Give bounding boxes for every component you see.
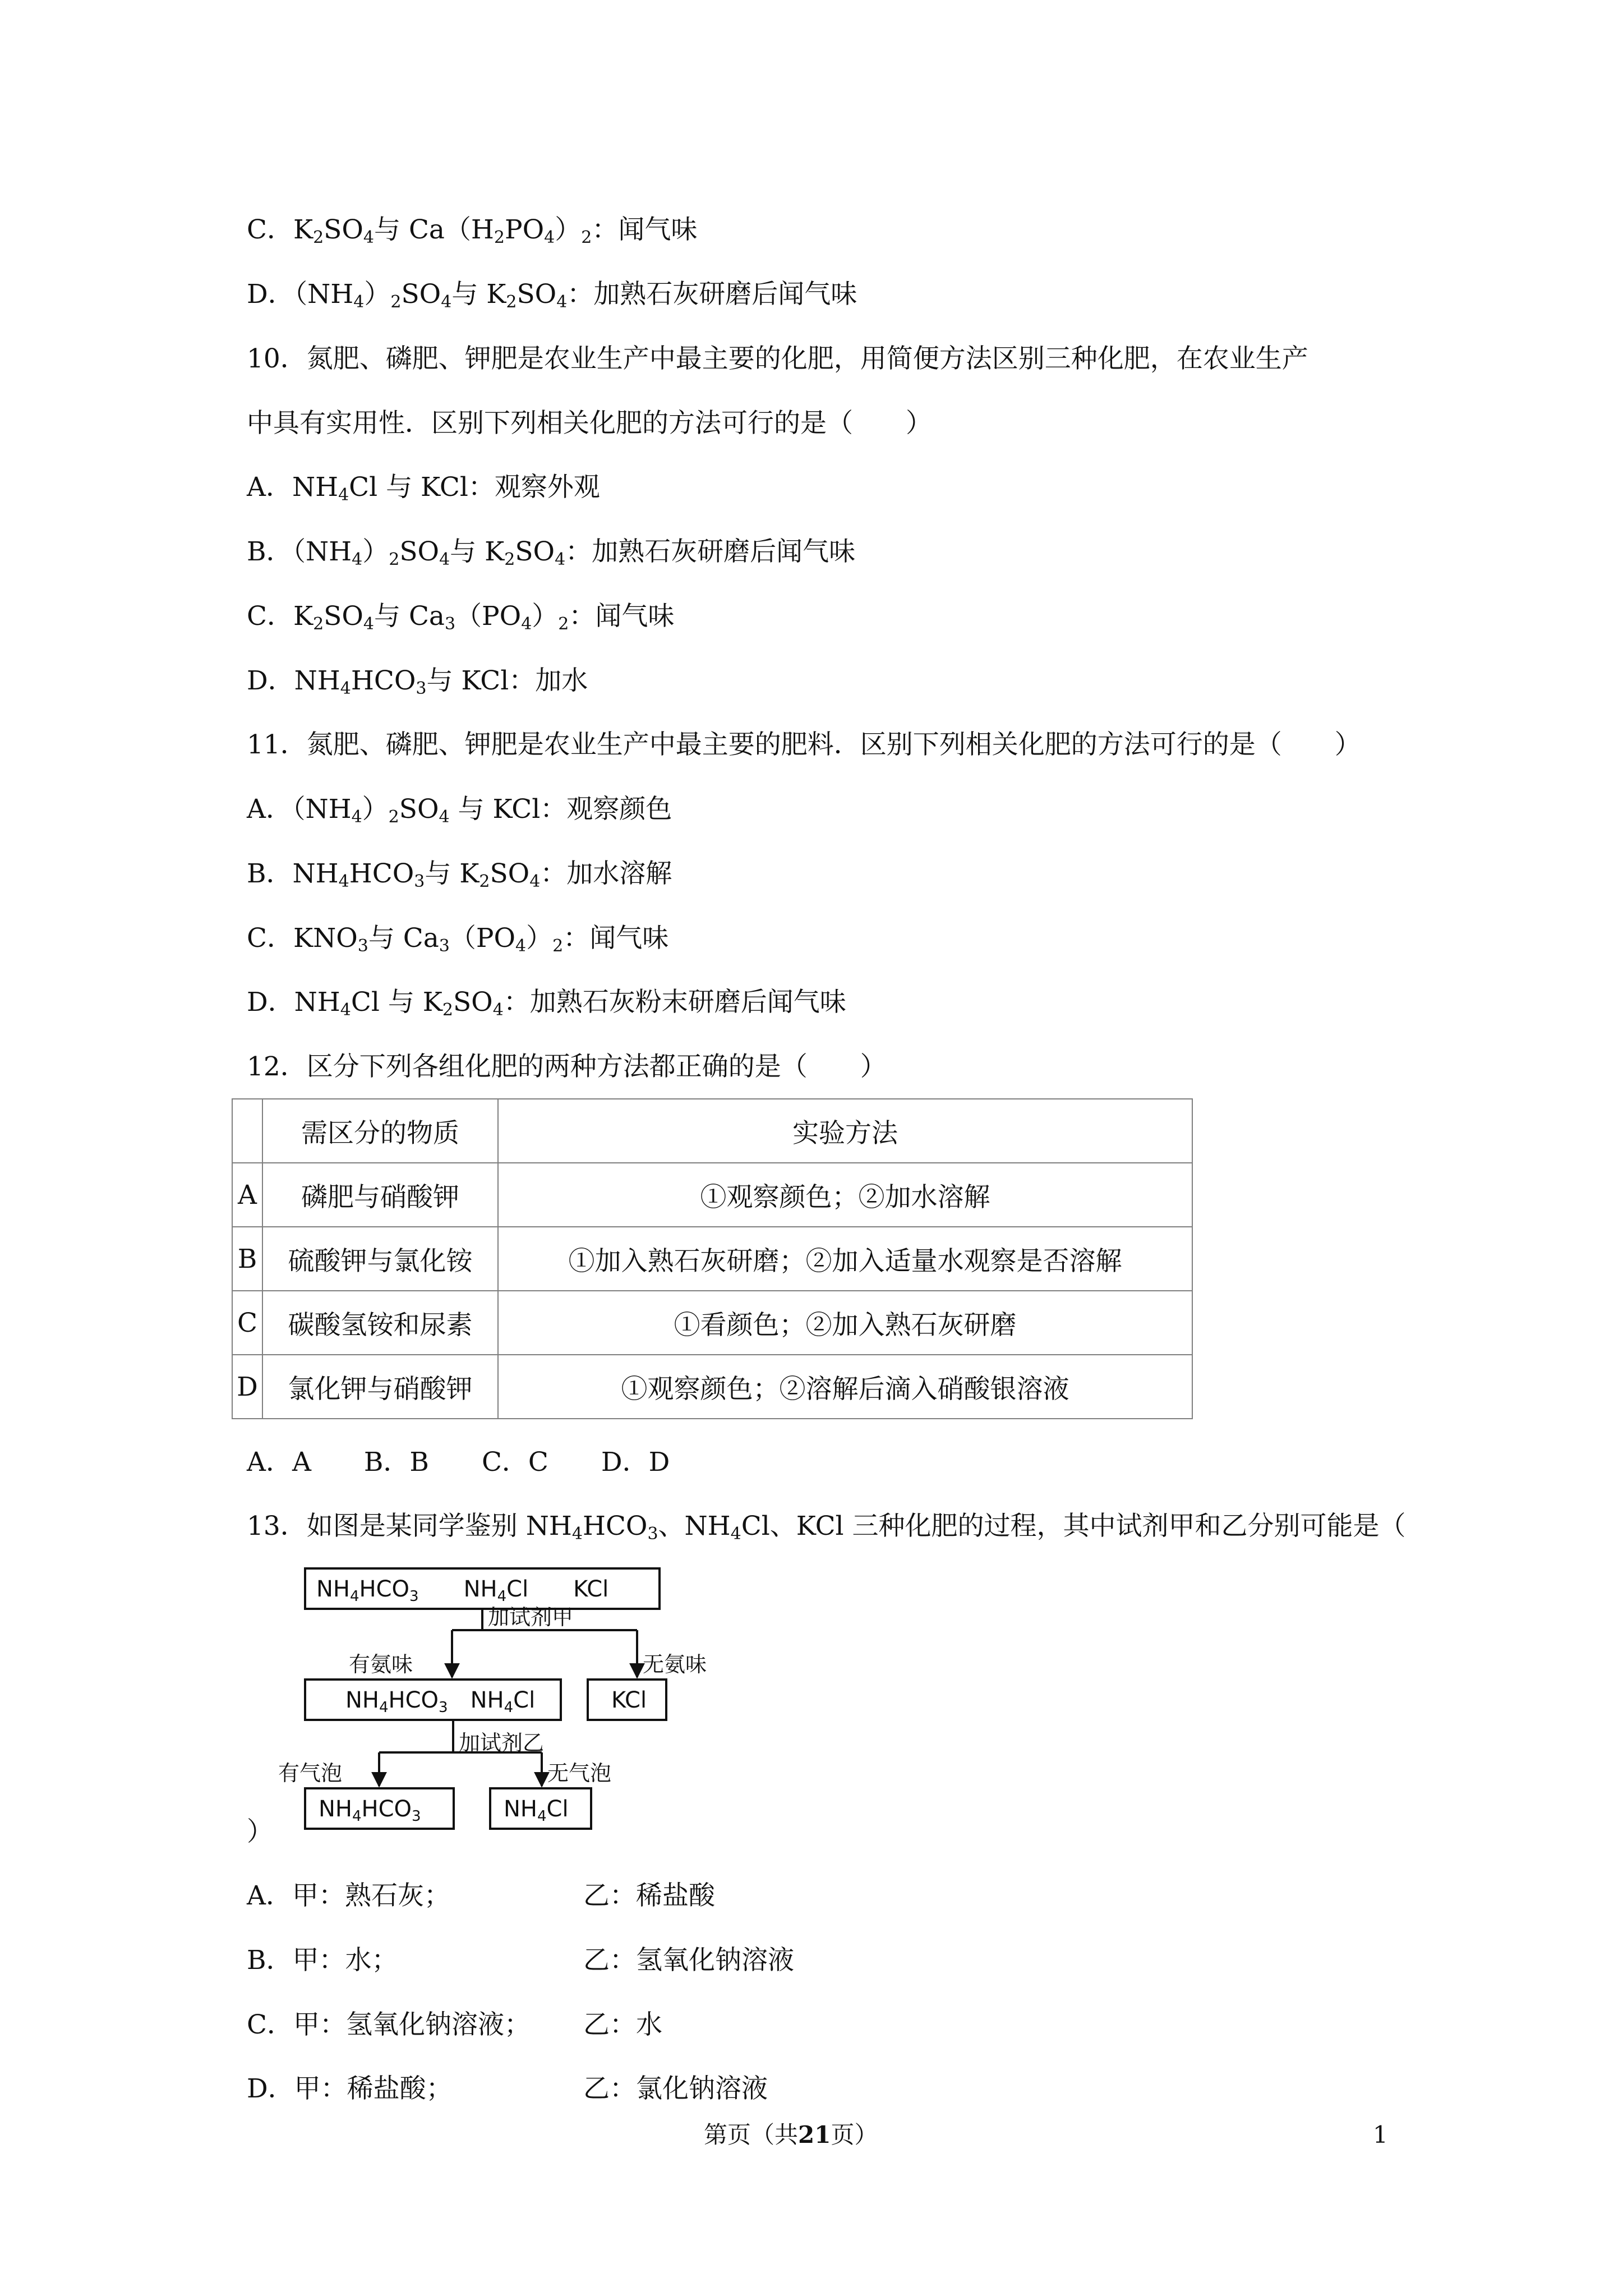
table-header-cell: 实验方法 <box>498 1099 1192 1163</box>
option-left: C．甲：氢氧化钠溶液； <box>247 2009 531 2040</box>
q12-stem: 12．区分下列各组化肥的两种方法都正确的是（ ） <box>247 1051 887 1082</box>
table-header-cell: 需区分的物质 <box>262 1099 498 1163</box>
table-row <box>232 1163 1192 1227</box>
q9-option-d: D．$(NH_4)_2SO_4$与 $K_2SO_4$：加熟石灰研磨后闻气味 <box>247 279 857 312</box>
option-left: D．甲：稀盐酸； <box>247 2073 453 2104</box>
option-right: 乙：氢氧化钠溶液 <box>583 1945 794 1976</box>
bottom-right-label: $NH_4Cl$ <box>504 1796 569 1825</box>
q12-table <box>232 1098 1193 1419</box>
branch-left1-label: 有氨味 <box>349 1652 413 1677</box>
q10-option-a: A．$NH_4Cl$ 与 KCl：观察外观 <box>247 472 600 505</box>
q10-stem-line1: 10．氮肥、磷肥、钾肥是农业生产中最主要的化肥，用简便方法区别三种化肥，在农业生产 <box>247 343 1308 374</box>
table-cell: A <box>232 1163 262 1227</box>
table-header-cell <box>232 1099 262 1163</box>
option-right: 乙：水 <box>583 2009 662 2040</box>
q11-option-c: C．$KNO_3$与 $Ca_3(PO_4)_2$：闻气味 <box>247 923 669 956</box>
table-cell: 硫酸钾与氯化铵 <box>262 1227 498 1291</box>
option-right: 乙：氯化钠溶液 <box>583 2073 768 2104</box>
footer-total-pages: 21 <box>798 2121 831 2148</box>
table-cell: ①观察颜色；②加水溶解 <box>498 1163 1192 1227</box>
footer-page-suffix: 页） <box>831 2121 878 2148</box>
table-row <box>232 1227 1192 1291</box>
reagent2-label: 加试剂乙 <box>459 1731 545 1755</box>
footer-page-label: 第页（共 <box>704 2121 799 2148</box>
table-cell: B <box>232 1227 262 1291</box>
q10-option-c: C．$K_2SO_4$与 $Ca_3(PO_4)_2$：闻气味 <box>247 601 675 634</box>
mid-box-label: $NH_4HCO_3$ $NH_4Cl$ <box>345 1687 536 1716</box>
top-box-label: $NH_4HCO_3$ $NH_4Cl$ KCl <box>316 1576 609 1605</box>
table-row <box>232 1355 1192 1419</box>
page-number: 1 <box>1373 2121 1388 2148</box>
table-cell: 磷肥与硝酸钾 <box>262 1163 498 1227</box>
branch-right2-label: 无气泡 <box>547 1761 612 1786</box>
q9-option-c: C．$K_2SO_4$与 $Ca(H_2PO_4)_2$：闻气味 <box>247 214 698 247</box>
branch-left2-label: 有气泡 <box>278 1761 343 1786</box>
table-cell: 碳酸氢铵和尿素 <box>262 1291 498 1355</box>
page-footer <box>704 2119 878 2151</box>
q13-stem: 13．如图是某同学鉴别 $NH_4HCO_3$、$NH_4Cl$、KCl 三种化肥的过程，其中试剂甲和乙分别可能是（ <box>247 1511 1406 1544</box>
q13-option-a <box>247 1879 715 1913</box>
q13-option-d <box>247 2072 768 2106</box>
kcl-box-label: KCl <box>611 1687 647 1713</box>
q10-option-b: B．$(NH_4)_2SO_4$与 $K_2SO_4$：加熟石灰研磨后闻气味 <box>247 536 856 569</box>
table-cell: C <box>232 1291 262 1355</box>
q11-option-a: A．$(NH_4)_2SO_4$ 与 KCl：观察颜色 <box>247 794 672 827</box>
option-left: B．甲：水； <box>247 1945 398 1976</box>
table-cell: ①观察颜色；②溶解后滴入硝酸银溶液 <box>498 1355 1192 1419</box>
q12-answer-options: A．A B．B C．C D．D <box>247 1447 670 1478</box>
reagent1-label: 加试剂甲 <box>488 1605 574 1630</box>
table-header-row <box>232 1099 1192 1163</box>
table-cell: 氯化钾与硝酸钾 <box>262 1355 498 1419</box>
option-left: A．甲：熟石灰； <box>247 1880 450 1911</box>
q11-option-d: D．$NH_4Cl$ 与 $K_2SO_4$：加熟石灰粉末研磨后闻气味 <box>247 987 846 1020</box>
table-cell: ①加入熟石灰研磨；②加入适量水观察是否溶解 <box>498 1227 1192 1291</box>
q10-option-d: D．$NH_4HCO_3$与 KCl：加水 <box>247 665 588 698</box>
table-cell: D <box>232 1355 262 1419</box>
q11-stem: 11．氮肥、磷肥、钾肥是农业生产中最主要的肥料．区别下列相关化肥的方法可行的是（ ） <box>247 729 1361 760</box>
option-right: 乙：稀盐酸 <box>583 1880 715 1911</box>
q10-stem-line2: 中具有实用性．区别下列相关化肥的方法可行的是（ ） <box>247 408 932 439</box>
q13-option-c <box>247 2008 662 2042</box>
q11-option-b: B．$NH_4HCO_3$与 $K_2SO_4$：加水溶解 <box>247 858 672 891</box>
q13-option-b <box>247 1944 794 1977</box>
table-row <box>232 1291 1192 1355</box>
table-cell: ①看颜色；②加入熟石灰研磨 <box>498 1291 1192 1355</box>
bottom-left-label: $NH_4HCO_3$ <box>319 1796 421 1825</box>
q13-flow-diagram <box>273 1559 707 1842</box>
branch-right1-label: 无氨味 <box>643 1652 707 1677</box>
q13-stem-close: ） <box>247 1816 273 1847</box>
